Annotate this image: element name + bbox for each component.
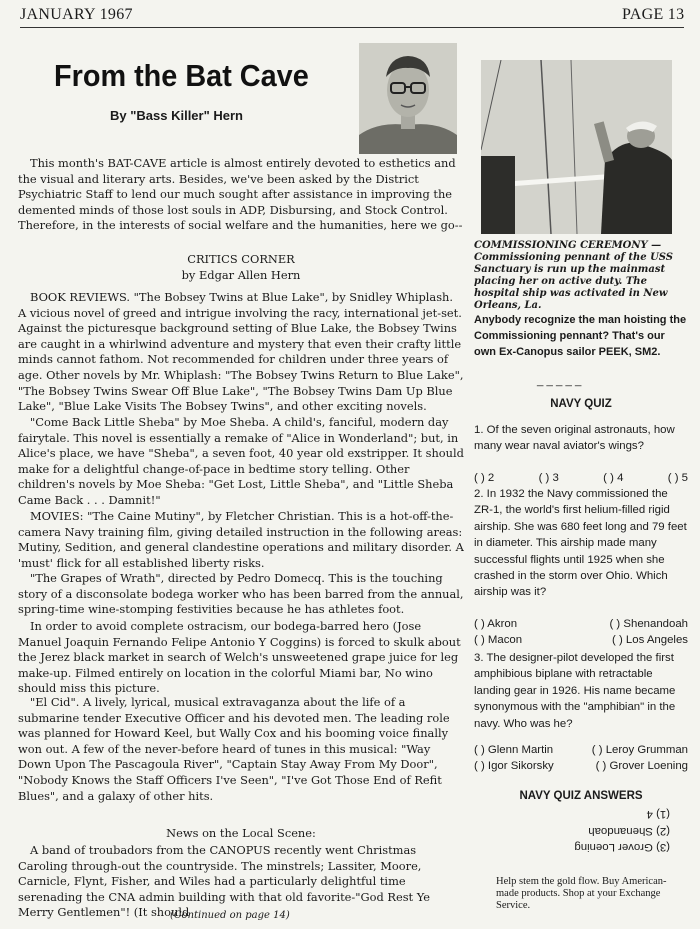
movie-review-caine: MOVIES: "The Caine Mutiny", by Fletcher Christian. This is a hot-off-the-camera Navy training film, giving detailed instruction in the following areas: Mutiny, Sedition, and general clandestine operations and military disorder. A 'must' flick for all established liberty risks.: [18, 509, 464, 570]
quiz-question-3: 3. The designer-pilot developed the first amphibious biplane with retractable landing gear in 1926. His name became synonymous with the "amphibian" in the navy. Who was he?: [474, 652, 676, 730]
continued-note: (Continued on page 14): [170, 910, 290, 921]
quiz-answer: (1) 4: [646, 808, 670, 821]
intro-paragraph: This month's BAT-CAVE article is almost entirely devoted to esthetics and the visual and literary arts. Besides, we've been asked by the District Psychiatric Staff to lend our much sought after assistance in improving the demented minds of those lost souls in ADP, Disbursing, and Stock Control. Therefore, in the interests of social welfare and the humanities, here we go--: [18, 156, 463, 233]
quiz-question-1: 1. Of the seven original astronauts, how many wear naval aviator's wings?: [474, 424, 675, 453]
quiz-question-2: 2. In 1932 the Navy commissioned the ZR-1, the world's first helium-filled rigid airship. She was 680 feet long and 79 feet in diameter. This airship made many successful flights until 1925 when she crashed in the storm over Ohio. Which airship was it?: [474, 488, 687, 599]
movie-review-hero: In order to avoid complete ostracism, our bodega-barred hero (Jose Manuel Joaquin Fernando Felipe Antonio Y Coggins) is forced to skulk about the Jerez black market in search of Welch's unsweetened grape juice for leg make-up. Filmed entirely on location in the colorful Miami bar, No wino should miss this picture.: [18, 619, 461, 696]
quiz-option[interactable]: ( ) 4: [603, 472, 624, 484]
movie-review-elcid: "El Cid". A lively, lyrical, musical extravaganza about the life of a submarine tender Executive Officer and his devoted men. The leading role was planned for Howard Keel, but Wally Cox and his booming voice finally won out. A few of the never-before heard of tunes in this musical: "Way Down Upon The Pascagoula River", "Captain Stay Away From My Door", "Nobody Knows the Staff Officers I've Seen", "I've Got Those End of Refit Blues", and a galaxy of other hits.: [18, 695, 450, 803]
quiz-question-2-options: [474, 616, 688, 649]
critics-byline: by Edgar Allen Hern: [181, 268, 301, 282]
quiz-option[interactable]: ( ) 5: [667, 472, 688, 484]
quiz-option[interactable]: ( ) Glenn Martin: [474, 744, 554, 756]
local-news-heading: News on the Local Scene:: [166, 826, 316, 840]
photo-caption: COMMISSIONING CEREMONY — Commissioning pennant of the USS Sanctuary is run up the mainmast placing her on active duty. The hospital ship was activated in New Orleans, La.: [474, 240, 674, 311]
quiz-answers: [560, 806, 670, 855]
header-rule: [20, 27, 684, 28]
quiz-option[interactable]: ( ) Macon: [474, 634, 523, 647]
page-number: PAGE 13: [622, 6, 685, 23]
book-review-bobsey: BOOK REVIEWS. "The Bobsey Twins at Blue Lake", by Snidley Whiplash. A vicious novel of greed and intrigue involving the racy, international jet-set. Against the picturesque background setting of Blue Lake, the Bobsey Twins are caught in a whirlwind adventure and mystery that even their crafty little minds cannot fathom. Not recommended for children under three years of age. Other novels by Mr. Whiplash: "The Bobsey Twins Return to Blue Lake", "The Bobsey Twins Swear Off Blue Lake", "The Bobsey Twins Dam Up Blue Lake", "Blue Lake Visits The Bobsey Twins", and other exciting novels.: [18, 290, 464, 414]
article-title: From the Bat Cave: [54, 58, 309, 93]
photo-note: Anybody recognize the man hoisting the Commissioning pennant? That's our own Ex-Canopus sailor PEEK, SM2.: [474, 314, 687, 358]
quiz-option[interactable]: ( ) 2: [474, 472, 495, 484]
article-byline: By "Bass Killer" Hern: [110, 108, 243, 123]
quiz-question-1-options: [474, 470, 688, 486]
quiz-option[interactable]: ( ) 3: [538, 472, 559, 484]
issue-date: JANUARY 1967: [20, 6, 133, 23]
quiz-option[interactable]: ( ) Los Angeles: [612, 634, 688, 647]
commissioning-photo: [481, 60, 672, 234]
quiz-option[interactable]: ( ) Igor Sikorsky: [474, 760, 554, 773]
movie-review-grapes: "The Grapes of Wrath", directed by Pedro Domecq. This is the touching story of a disconsolate bodega worker who has been barred from the annual, spring-time wine-stomping festivities because he has athletes foot.: [18, 571, 464, 617]
section-dashes: _ _ _ _ _: [537, 375, 582, 387]
local-news-text: A band of troubadors from the CANOPUS recently went Christmas Caroling through-out the countryside. The minstrels; Lassiter, Moore, Carnicle, Flynt, Fisher, and Wiles had a particularly delightful time serenading the CNA admin building with that old favorite-"God Rest Ye Merry Gentlemen"! (It should: [18, 843, 431, 920]
critics-heading: CRITICS CORNER: [187, 252, 295, 266]
quiz-option[interactable]: ( ) Shenandoah: [609, 618, 688, 630]
book-review-sheba: "Come Back Little Sheba" by Moe Sheba. A child's, fanciful, modern day fairytale. This novel is essentially a remake of "Alice in Wonderland"; but, in Alice's place, we have "Sheba", a seven foot, 40 year old exstripper. It should make for a delightful change-of-pace in bedtime story telling. Other children's novels by Moe Sheba: "Get Lost, Little Sheba", and "Little Sheba Came Back . . . Damnit!": [18, 415, 464, 507]
quiz-question-3-options: [474, 742, 688, 775]
quiz-answer: (3) Grover Loening: [574, 841, 670, 854]
quiz-title: NAVY QUIZ: [550, 398, 612, 410]
quiz-answer: (2) Shenandoah: [588, 824, 670, 837]
quiz-option[interactable]: ( ) Leroy Grumman: [591, 744, 688, 756]
quiz-answers-title: NAVY QUIZ ANSWERS: [519, 790, 643, 802]
author-portrait: [359, 43, 457, 154]
quiz-option[interactable]: ( ) Grover Loening: [595, 760, 688, 773]
exchange-service-note: Help stem the gold flow. Buy American-made products. Shop at your Exchange Service.: [496, 876, 667, 911]
quiz-option[interactable]: ( ) Akron: [474, 618, 518, 630]
